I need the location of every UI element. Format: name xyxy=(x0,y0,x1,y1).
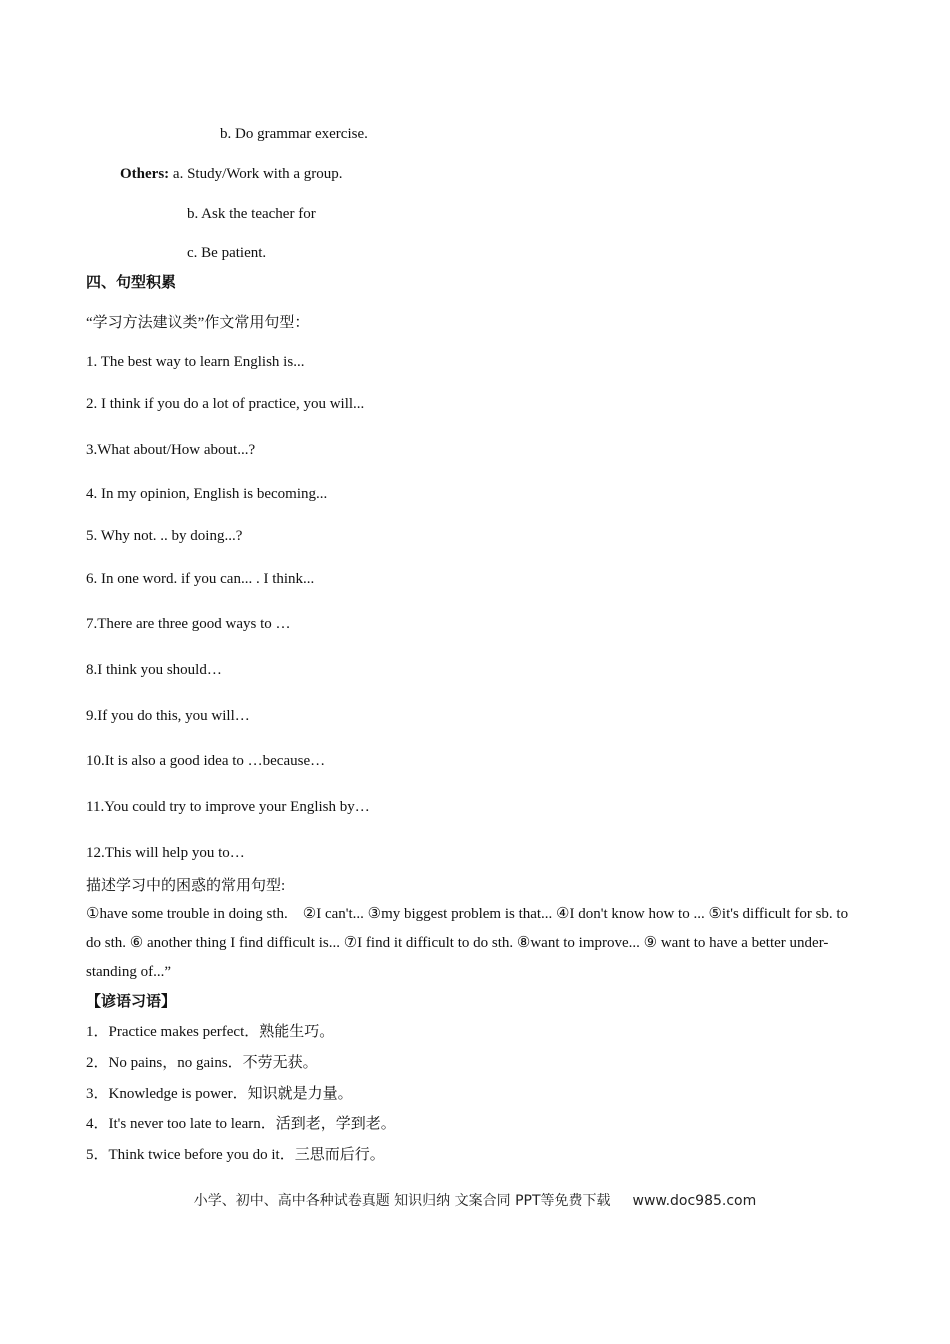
sentence-item: 9.If you do this, you will… xyxy=(86,708,250,724)
sentence-item: 5. Why not. .. by doing...? xyxy=(86,528,243,544)
proverb-item: 3．Knowledge is power．知识就是力量。 xyxy=(86,1086,353,1102)
sentence-item: 10.It is also a good idea to …because… xyxy=(86,753,326,769)
sentence-item: 2. I think if you do a lot of practice, you will... xyxy=(86,396,365,412)
sentence-item: 11.You could try to improve your English by… xyxy=(86,799,370,815)
sentence-item: 4. In my opinion, English is becoming... xyxy=(86,486,328,502)
confusion-title: 描述学习中的困惑的常用句型: xyxy=(86,878,286,894)
proverb-item: 5．Think twice before you do it．三思而后行。 xyxy=(86,1147,385,1163)
line-be-patient: c. Be patient. xyxy=(187,245,267,261)
section4-subtitle: “学习方法建议类”作文常用句型： xyxy=(86,315,310,331)
page-footer xyxy=(0,1190,950,1210)
section4-heading: 四、句型积累 xyxy=(86,275,177,291)
sentence-item: 7.There are three good ways to … xyxy=(86,616,291,632)
line-ask-teacher: b. Ask the teacher for xyxy=(187,206,316,222)
footer-url[interactable]: www.doc985.com xyxy=(632,1193,757,1209)
confusion-paragraph: ①have some trouble in doing sth. ②I can't... ③my biggest problem is that... ④I don't know how to ... ⑤it's difficult for sb. to do sth. ⑥ another thing I find difficult is... ⑦I find it difficult to do sth. ⑧want to improve... ⑨ want to have a better under- standing of...” xyxy=(86,906,849,980)
footer-text: 小学、初中、高中各种试卷真题 知识归纳 文案合同 PPT等免费下载 xyxy=(193,1193,611,1209)
line-others xyxy=(120,164,343,184)
others-label: Others: xyxy=(120,166,170,182)
sentence-item: 8.I think you should… xyxy=(86,662,222,678)
sentence-item: 1. The best way to learn English is... xyxy=(86,354,305,370)
proverbs-heading: 【谚语习语】 xyxy=(86,994,177,1010)
sentence-item: 12.This will help you to… xyxy=(86,845,245,861)
line-grammar-exercise: b. Do grammar exercise. xyxy=(220,126,368,142)
proverb-item: 1．Practice makes perfect．熟能生巧。 xyxy=(86,1024,335,1040)
sentence-item: 3.What about/How about...? xyxy=(86,442,256,458)
proverb-item: 2．No pains，no gains．不劳无获。 xyxy=(86,1055,318,1071)
others-a: a. Study/Work with a group. xyxy=(169,166,343,182)
sentence-item: 6. In one word. if you can... . I think... xyxy=(86,571,315,587)
proverb-item: 4．It's never too late to learn．活到老，学到老。 xyxy=(86,1116,396,1132)
